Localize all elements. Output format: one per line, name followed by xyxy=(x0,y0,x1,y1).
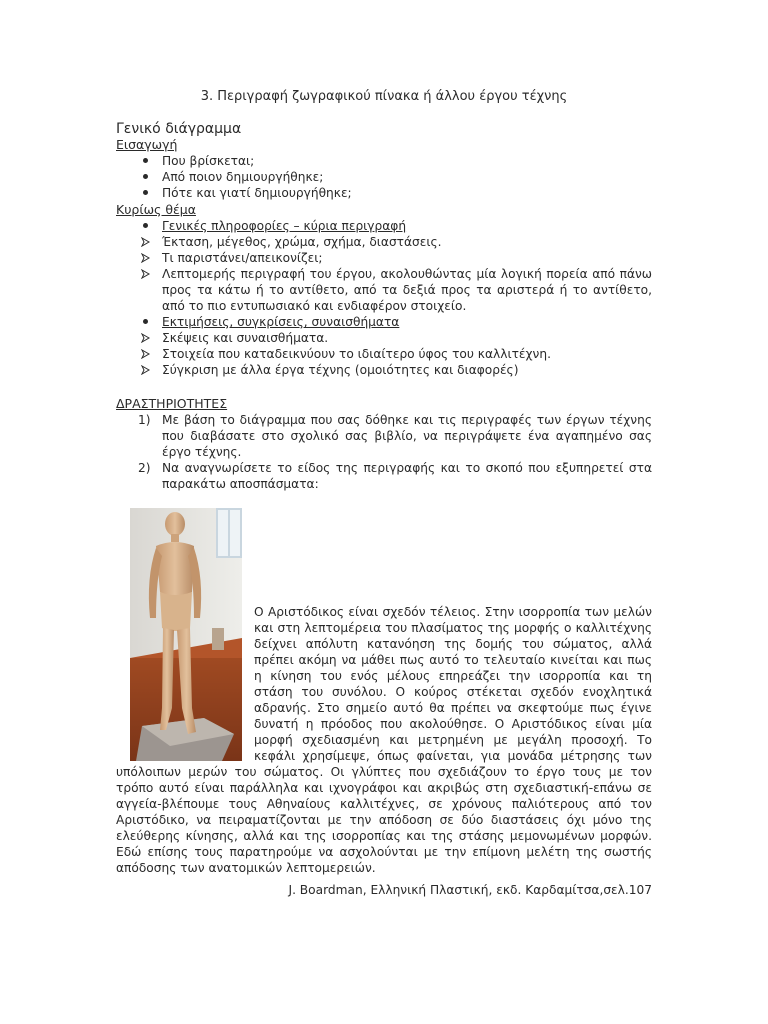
list-item: Λεπτομερής περιγραφή του έργου, ακολουθώντας μία λογική πορεία από πάνω προς τα κάτω ή το αντίθετο, από τα δεξιά προς τα αριστερά ή το αντίθετο, από το πιο εντυπωσιακό και ενδιαφέρον στοιχείο. xyxy=(116,266,652,314)
section-label-main: Κυρίως θέμα xyxy=(116,202,196,217)
citation: J. Boardman, Ελληνική Πλαστική, εκδ. Καρδαμίτσα,σελ.107 xyxy=(288,883,652,897)
list-item-heading: Εκτιμήσεις, συγκρίσεις, συναισθήματα xyxy=(116,314,652,330)
section-label-activities: ΔΡΑΣΤΗΡΙΟΤΗΤΕΣ xyxy=(116,396,228,411)
list-item: 2) Να αναγνωρίσετε το είδος της περιγραφής και το σκοπό που εξυπηρετεί στα παρακάτω αποσπάσματα: xyxy=(138,461,652,491)
bullet-icon xyxy=(138,218,152,234)
arrow-bullet-icon xyxy=(138,266,152,282)
arrow-bullet-icon xyxy=(138,330,152,346)
intro-list xyxy=(116,153,652,201)
list-item: Που βρίσκεται; xyxy=(116,153,652,169)
bullet-icon xyxy=(138,153,152,169)
outline-heading: Γενικό διάγραμμα xyxy=(116,121,242,137)
list-item: 1) Με βάση το διάγραμμα που σας δόθηκε και τις περιγραφές των έργων τέχνης που διαβάσατε στο σχολικό σας βιβλίο, να περιγράψετε ένα αγαπημένο σας έργο τέχνης. xyxy=(138,413,652,459)
passage-text: Ο Αριστόδικος είναι σχεδόν τέλειος. Στην ισορροπία των μελών και στη λεπτομέρεια του πλασίματος της μορφής ο καλλιτέχνης δείχνει απόλυτη κατανόηση της δομής του σώματος, αλλά πρέπει ακόμη να μάθει πως αυτό το τελευταίο κινείται και πως η κίνηση του ενός μέλους επηρεάζει την ισορροπία και τη στάση του συνόλου. Ο κούρος στέκεται σχεδόν ενοχλητικά αδρανής. Στο σημείο αυτό θα πρέπει να σκεφτούμε πως έγινε δυνατή η πρόοδος που ακολούθησε. Ο Αριστόδικος είναι μία μορφή σχεδιασμένη και μετρημένη με μεγάλη προσοχή. Το κεφάλι χρησίμεψε, όπως φαίνεται, για μονάδα μέτρησης των υπόλοιπων μερών του σώματος. Οι γλύπτες που σχεδιάζουν το έργο τους με τον τρόπο αυτό είναι παράλληλα και ιχνογράφοι και ακριβώς στη σχεδιαστική-επάνω σε αγγεία-βλέπουμε τους Αθηναίους καλλιτέχνες, σε χρόνους παλιότερους από τον Αριστόδικο, να πειραματίζονται με την απόδοση σε δύο διαστάσεις όχι μόνο της ελεύθερης κίνησης, αλλά και της ισορροπίας και της στάσης μεμονωμένων μορφών. Εδώ επίσης τους παρατηρούμε να ασχολούνται με την επίμονη μελέτη της σωστής απόδοσης των ανατομικών λεπτομερειών. xyxy=(116,605,652,875)
arrow-bullet-icon xyxy=(138,250,152,266)
list-item: Σκέψεις και συναισθήματα. xyxy=(116,330,652,346)
bullet-icon xyxy=(138,169,152,185)
list-item-heading: Γενικές πληροφορίες – κύρια περιγραφή xyxy=(116,218,652,234)
main-list xyxy=(116,218,652,378)
list-item: Έκταση, μέγεθος, χρώμα, σχήμα, διαστάσεις. xyxy=(116,234,652,250)
bullet-icon xyxy=(138,314,152,330)
list-item: Τι παριστάνει/απεικονίζει; xyxy=(116,250,652,266)
list-item: Από ποιον δημιουργήθηκε; xyxy=(116,169,652,185)
arrow-bullet-icon xyxy=(138,234,152,250)
page-title: 3. Περιγραφή ζωγραφικού πίνακα ή άλλου έργου τέχνης xyxy=(200,89,568,104)
bullet-icon xyxy=(138,185,152,201)
list-item: Στοιχεία που καταδεικνύουν το ιδιαίτερο ύφος του καλλιτέχνη. xyxy=(116,346,652,362)
activities-list xyxy=(116,412,652,492)
section-label-intro: Εισαγωγή xyxy=(116,137,178,152)
arrow-bullet-icon xyxy=(138,346,152,362)
list-item: Σύγκριση με άλλα έργα τέχνης (ομοιότητες και διαφορές) xyxy=(116,362,652,378)
arrow-bullet-icon xyxy=(138,362,152,378)
list-item: Πότε και γιατί δημιουργήθηκε; xyxy=(116,185,652,201)
